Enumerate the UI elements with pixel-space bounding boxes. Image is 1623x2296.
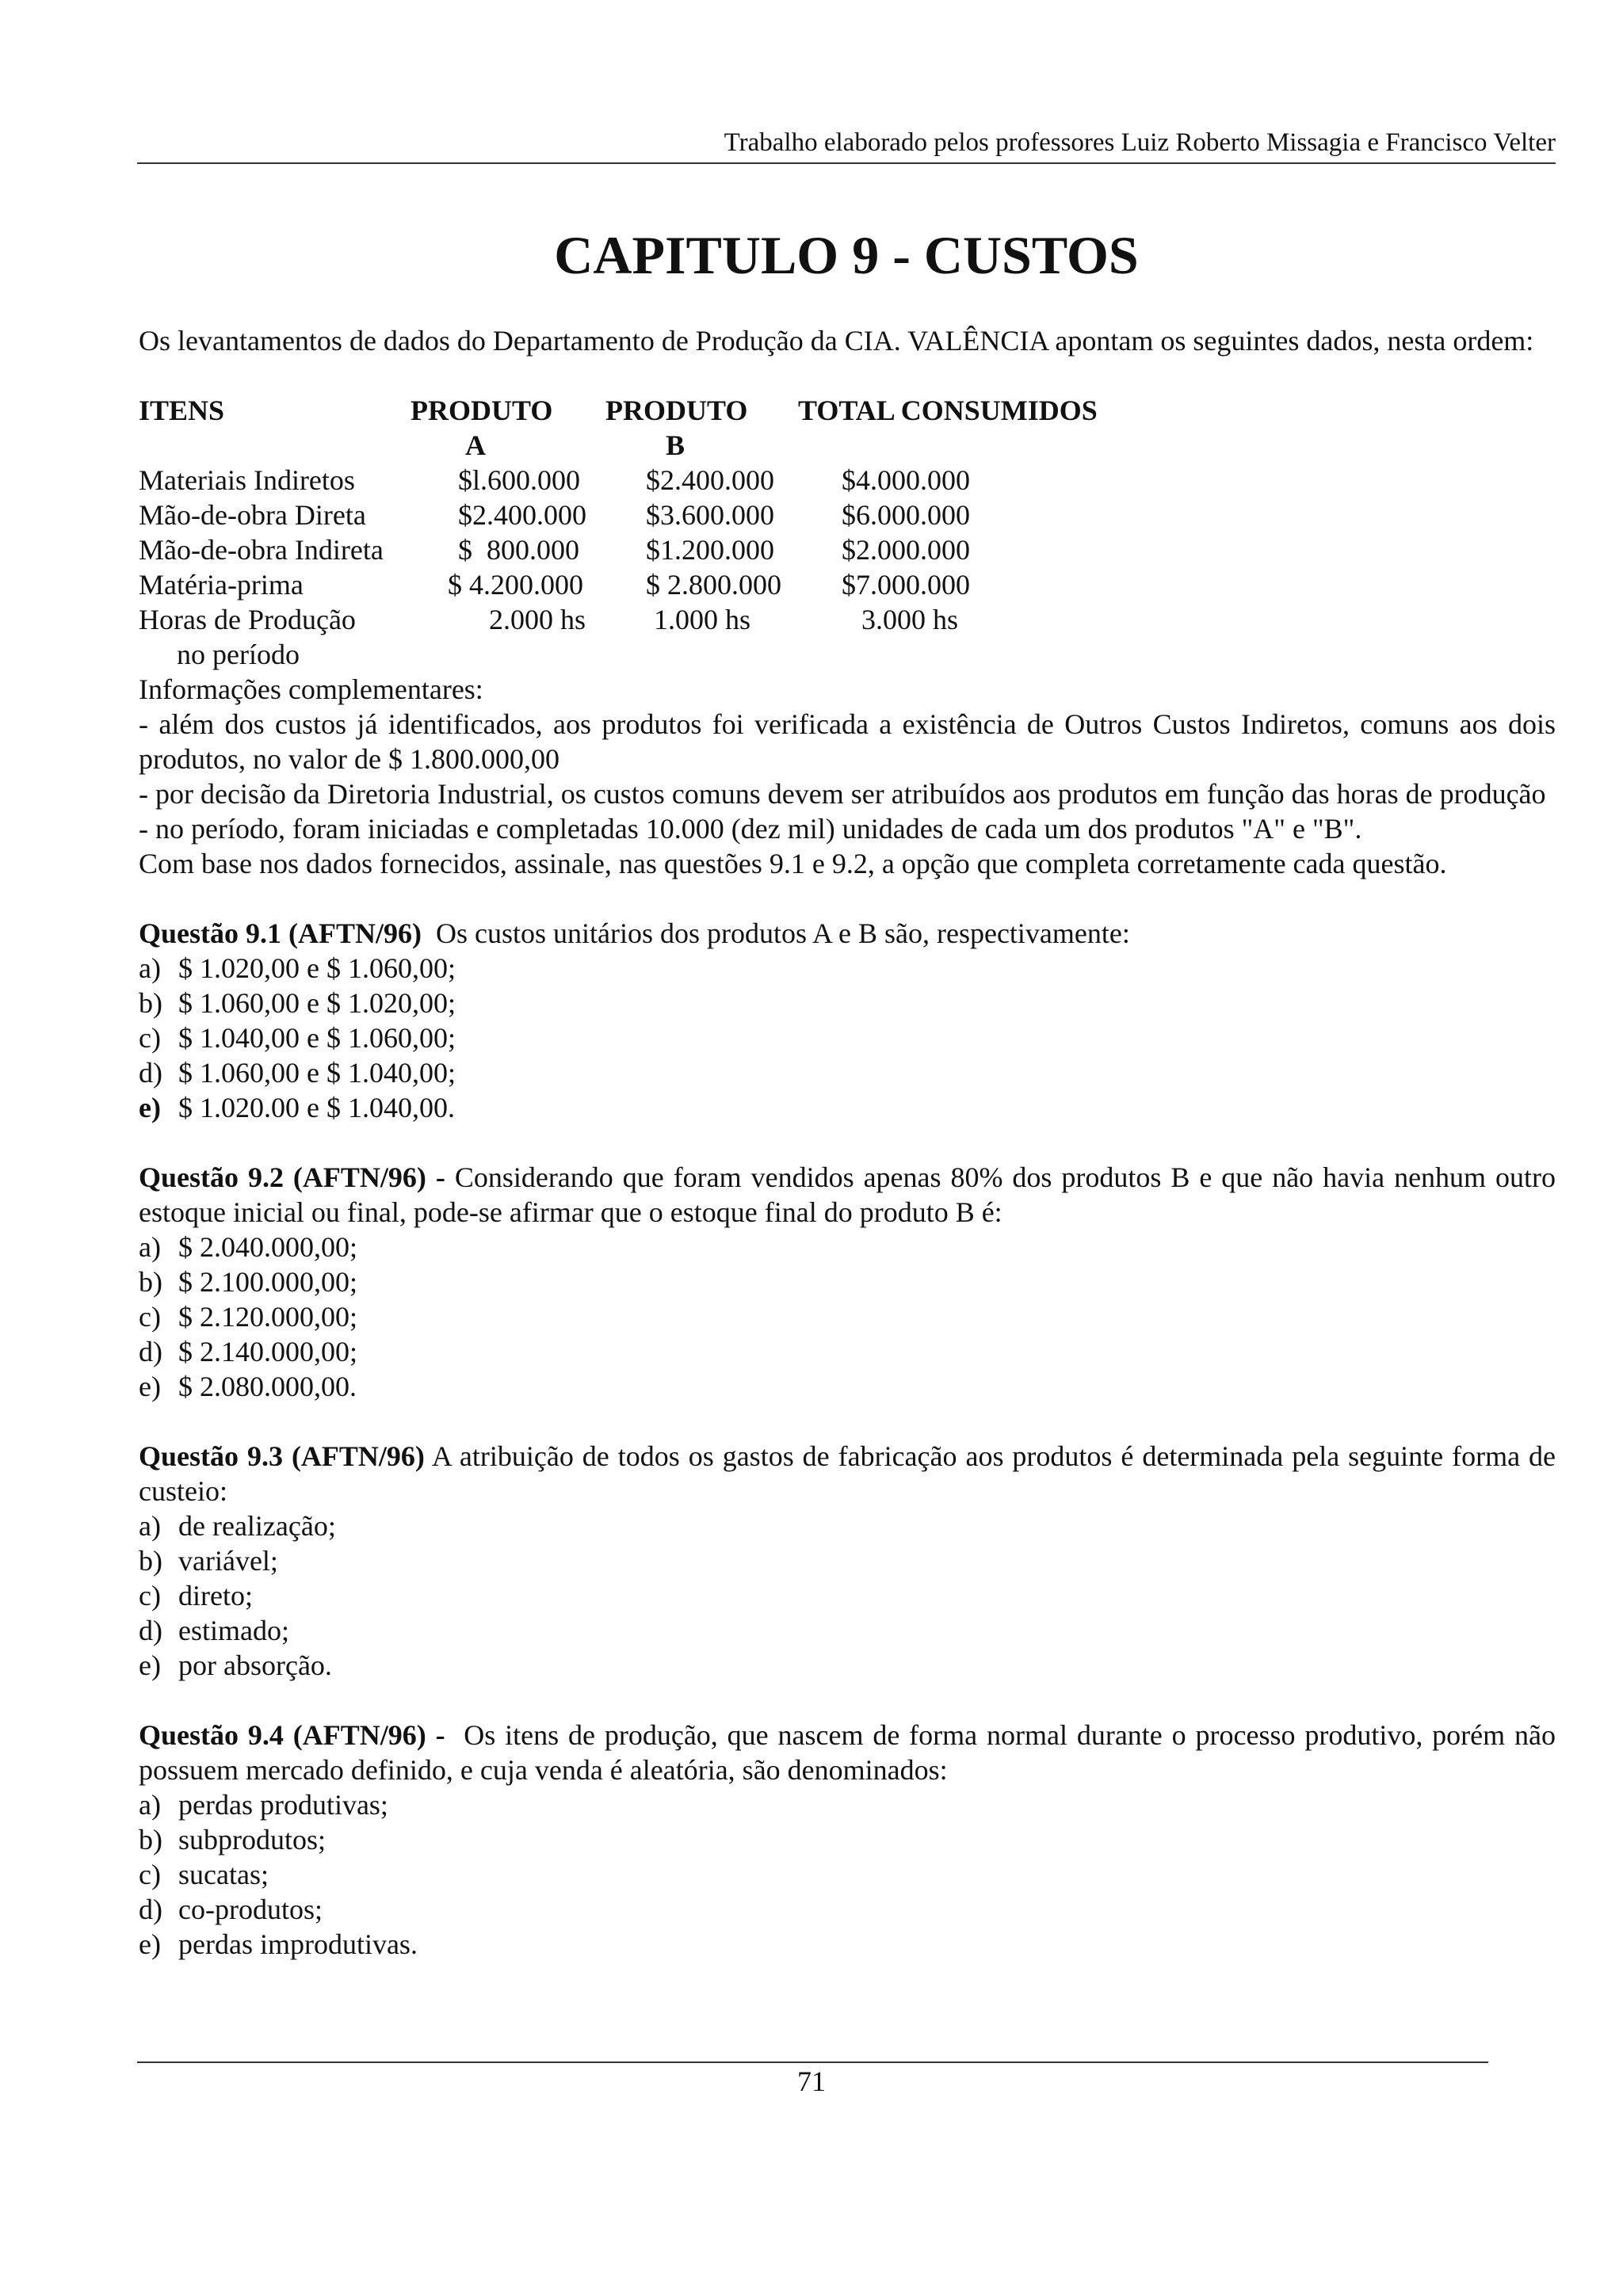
table-cell-a: 2.000 hs: [489, 604, 586, 635]
table-cell-a: $2.400.000: [458, 499, 586, 531]
table-cell-item: Materiais Indiretos: [139, 464, 355, 496]
table-cell-item: Mão-de-obra Indireta: [139, 534, 384, 566]
table-cell-item: Horas de Produção: [139, 604, 356, 635]
table-row-suffix-text: no período: [177, 639, 300, 670]
table-cell-b: $1.200.000: [646, 534, 774, 566]
table-row: [139, 532, 1556, 567]
table-cell-total: $2.000.000: [842, 534, 970, 566]
option-letter: b): [139, 1824, 162, 1855]
table-header-row: [139, 393, 1556, 428]
header-total: TOTAL CONSUMIDOS: [798, 395, 1098, 426]
answer-option: [139, 1822, 1556, 1857]
option-letter: e): [139, 1928, 161, 1960]
option-text: $ 1.060,00 e $ 1.020,00;: [178, 987, 456, 1019]
question-statement: [139, 1718, 1563, 1787]
table-cell-a: $l.600.000: [458, 464, 581, 496]
option-letter: c): [139, 1301, 161, 1333]
option-text: perdas produtivas;: [178, 1789, 388, 1821]
question-9-3: [139, 1439, 1563, 1683]
table-row: [139, 602, 1556, 637]
option-text: $ 2.140.000,00;: [178, 1336, 358, 1367]
answer-option: [139, 1230, 1556, 1264]
table-row-suffix: [139, 637, 1556, 672]
answer-option: [139, 1613, 1556, 1648]
option-letter: d): [139, 1336, 162, 1367]
answer-option: [139, 951, 1556, 986]
header-rule: [137, 162, 1556, 164]
table-cell-total: 3.000 hs: [861, 604, 959, 635]
answer-option: [139, 1020, 1556, 1055]
answer-option: [139, 1508, 1556, 1543]
option-text: $ 1.020,00 e $ 1.060,00;: [178, 952, 456, 984]
question-statement: [139, 916, 1556, 951]
table-cell-b: 1.000 hs: [654, 604, 751, 635]
answer-option: [139, 1369, 1556, 1404]
answer-option: [139, 1927, 1556, 1962]
question-title: Questão 9.1 (AFTN/96): [139, 917, 422, 949]
header-itens: ITENS: [139, 395, 225, 426]
table-cell-b: $ 2.800.000: [646, 569, 781, 601]
answer-option: [139, 1299, 1556, 1334]
question-9-1: [139, 916, 1556, 1125]
question-text: Considerando que foram vendidos apenas 80% dos produtos B e que não havia nenhum outro estoque inicial ou final, pode-se afirmar que o estoque final do produto B é:: [139, 1161, 1564, 1228]
answer-option: [139, 1055, 1556, 1090]
answer-option: [139, 1648, 1556, 1683]
option-text: $ 2.040.000,00;: [178, 1231, 358, 1263]
option-letter: d): [139, 1894, 162, 1925]
header-produto-a-letter: A: [465, 429, 486, 461]
question-title: Questão 9.3 (AFTN/96): [139, 1440, 425, 1472]
question-9-2: [139, 1160, 1564, 1404]
answer-option: [139, 1090, 1556, 1125]
answer-option: [139, 1787, 1556, 1822]
option-text: perdas improdutivas.: [178, 1928, 418, 1960]
table-cell-total: $4.000.000: [842, 464, 970, 496]
option-text: $ 2.100.000,00;: [178, 1266, 358, 1298]
table-cell-total: $6.000.000: [842, 499, 970, 531]
answer-option: [139, 1543, 1556, 1578]
option-letter: c): [139, 1022, 161, 1054]
table-cell-a: $ 800.000: [458, 534, 579, 566]
header-text: Trabalho elaborado pelos professores Luiz Roberto Missagia e Francisco Velter: [724, 128, 1556, 157]
option-text: subprodutos;: [178, 1824, 327, 1855]
header-produto-a: PRODUTO: [411, 395, 553, 426]
answer-option: [139, 1264, 1556, 1299]
intro-paragraph: Os levantamentos de dados do Departamento de Produção da CIA. VALÊNCIA apontam os seguintes dados, nesta ordem:: [139, 325, 1534, 357]
answer-option: [139, 1857, 1556, 1892]
option-text: $ 2.120.000,00;: [178, 1301, 358, 1333]
answer-option: [139, 986, 1556, 1020]
table-row: [139, 463, 1556, 498]
option-text: $ 1.040,00 e $ 1.060,00;: [178, 1022, 456, 1054]
option-letter: a): [139, 1231, 161, 1263]
option-letter: b): [139, 1545, 162, 1577]
page-content: [139, 323, 1564, 1962]
question-statement: [139, 1439, 1563, 1508]
option-text: direto;: [178, 1580, 253, 1611]
answer-option: [139, 1892, 1556, 1927]
option-text: estimado;: [178, 1615, 289, 1646]
option-text: co-produtos;: [178, 1894, 323, 1925]
option-letter: e): [139, 1371, 161, 1402]
question-title: Questão 9.2 (AFTN/96) -: [139, 1161, 445, 1193]
header-produto-b: PRODUTO: [605, 395, 748, 426]
option-letter: e): [139, 1092, 161, 1123]
complementary-item: - por decisão da Diretoria Industrial, os custos comuns devem ser atribuídos aos produtos em função das horas de produção: [139, 778, 1546, 810]
question-statement: [139, 1160, 1564, 1230]
question-9-4: [139, 1718, 1563, 1962]
option-letter: e): [139, 1650, 161, 1681]
option-text: de realização;: [178, 1510, 336, 1542]
option-text: $ 2.080.000,00.: [178, 1371, 357, 1402]
table-row: [139, 567, 1556, 602]
table-row: [139, 498, 1556, 532]
complementary-item: - no período, foram iniciadas e completadas 10.000 (dez mil) unidades de cada um dos produtos "A" e "B".: [139, 813, 1362, 845]
table-cell-b: $2.400.000: [646, 464, 774, 496]
option-letter: b): [139, 987, 162, 1019]
option-letter: a): [139, 952, 161, 984]
complementary-heading: Informações complementares:: [139, 673, 483, 705]
table-cell-total: $7.000.000: [842, 569, 970, 601]
option-text: por absorção.: [178, 1650, 332, 1681]
chapter-title: CAPITULO 9 - CUSTOS: [554, 225, 1139, 285]
answer-option: [139, 1334, 1556, 1369]
option-text: sucatas;: [178, 1859, 269, 1890]
option-text: variável;: [178, 1545, 278, 1577]
option-letter: a): [139, 1789, 161, 1821]
option-letter: d): [139, 1615, 162, 1646]
question-text: Os custos unitários dos produtos A e B são, respectivamente:: [421, 917, 1130, 949]
table-cell-item: Matéria-prima: [139, 569, 304, 601]
question-title: Questão 9.4 (AFTN/96) -: [139, 1719, 445, 1751]
table-header-row-2: [139, 428, 1556, 463]
option-letter: d): [139, 1057, 162, 1089]
option-letter: c): [139, 1859, 161, 1890]
option-text: $ 1.020.00 e $ 1.040,00.: [178, 1092, 455, 1123]
table-cell-item: Mão-de-obra Direta: [139, 499, 366, 531]
option-letter: b): [139, 1266, 162, 1298]
footer-rule: [137, 2061, 1488, 2063]
table-cell-a: $ 4.200.000: [448, 569, 583, 601]
option-letter: a): [139, 1510, 161, 1542]
option-letter: c): [139, 1580, 161, 1611]
complementary-closing: Com base nos dados fornecidos, assinale, nas questões 9.1 e 9.2, a opção que completa corretamente cada questão.: [139, 848, 1447, 879]
question-text: Os itens de produção, que nascem de forma normal durante o processo produtivo, porém não possuem mercado definido, e cuja venda é aleatória, são denominados:: [139, 1719, 1563, 1786]
option-text: $ 1.060,00 e $ 1.040,00;: [178, 1057, 456, 1089]
complementary-item: - além dos custos já identificados, aos produtos foi verificada a existência de Outros Custos Indiretos, comuns aos dois produtos, no valor de $ 1.800.000,00: [139, 708, 1556, 775]
table-cell-b: $3.600.000: [646, 499, 774, 531]
answer-option: [139, 1578, 1556, 1613]
question-text: A atribuição de todos os gastos de fabricação aos produtos é determinada pela seguinte forma de custeio:: [139, 1440, 1563, 1507]
page-number: 71: [797, 2065, 826, 2097]
header-produto-b-letter: B: [666, 429, 685, 461]
cost-table: [139, 393, 1556, 672]
